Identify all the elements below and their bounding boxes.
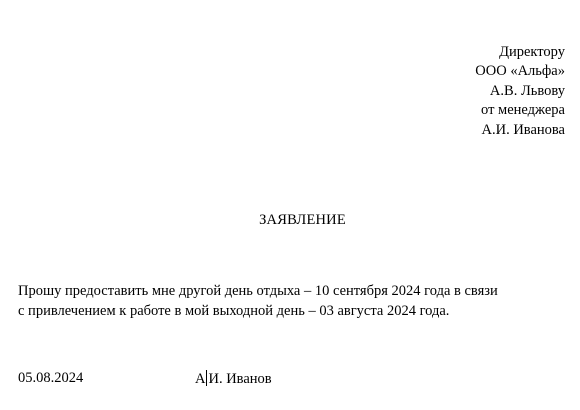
- body-line: с привлечением к работе в мой выходной день – 03 августа 2024 года.: [18, 302, 450, 319]
- addressee-line: от менеджера: [481, 102, 565, 119]
- signature-date: 05.08.2024: [18, 370, 84, 386]
- document-title: ЗАЯВЛЕНИЕ: [259, 212, 346, 228]
- document-body: [18, 282, 498, 321]
- addressee-block: [475, 43, 565, 140]
- signature-name: И. Иванов: [208, 371, 272, 387]
- addressee-line: А.В. Львову: [489, 82, 565, 99]
- addressee-line: А.И. Иванова: [481, 121, 565, 138]
- signature-initial: А: [195, 371, 206, 387]
- addressee-line: ООО «Альфа»: [475, 63, 565, 80]
- signature-block: [195, 370, 272, 388]
- body-line: Прошу предоставить мне другой день отдыха – 10 сентября 2024 года в связи: [18, 283, 498, 299]
- addressee-line: Директору: [499, 44, 565, 60]
